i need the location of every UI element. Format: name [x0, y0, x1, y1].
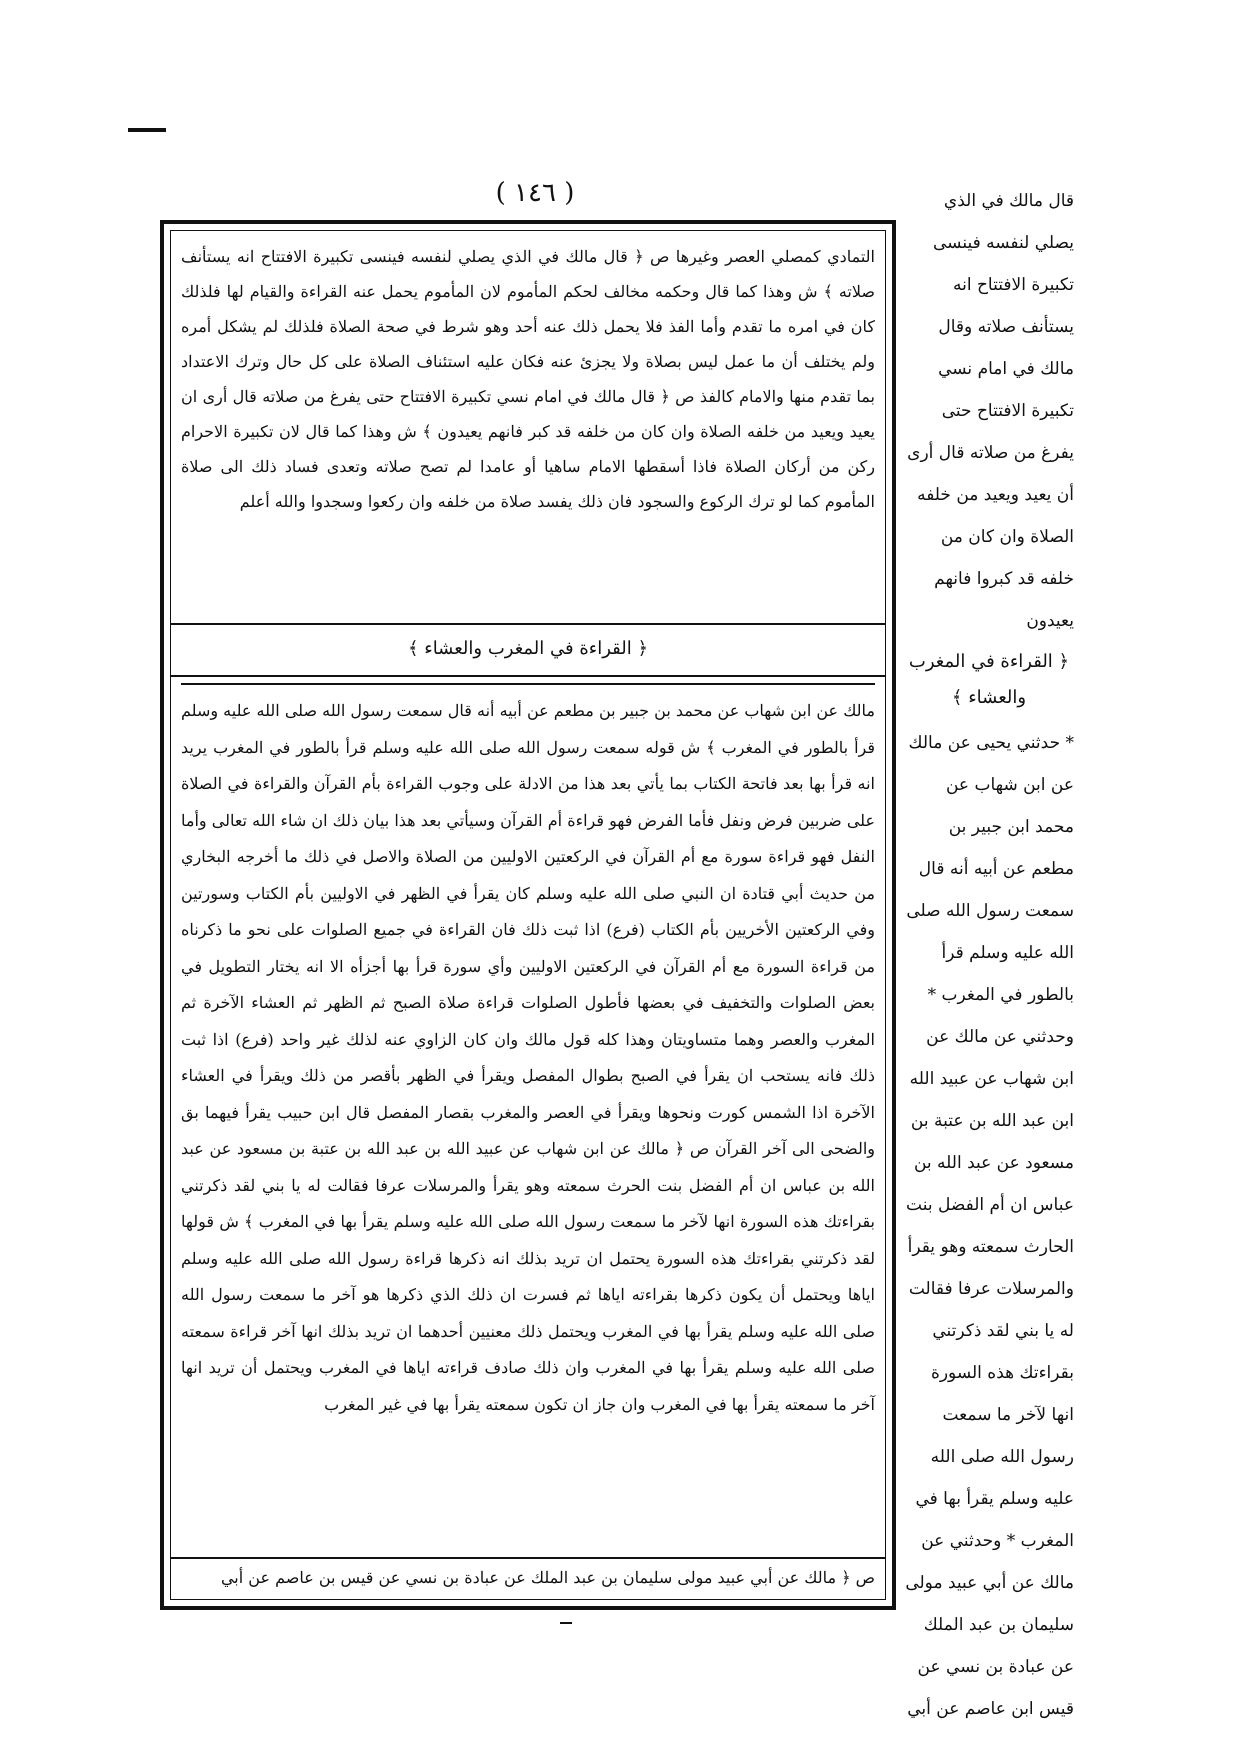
matn-side-column: [904, 180, 1074, 1719]
matn-section-heading: ﴿ القراءة في المغرب والعشاء ﴾: [908, 651, 1070, 708]
commentary-frame: [160, 220, 896, 1610]
matn-text-part-b: * حدثني يحيى عن مالك عن ابن شهاب عن محمد ابن جبير بن مطعم عن أبيه أنه قال سمعت رسول الله صلى الله عليه وسلم قرأ بالطور في المغرب * وحدثني عن مالك عن ابن شهاب عن عبيد الله ابن عبد الله بن عتبة بن مسعود عن عبد الله بن عباس ان أم الفضل بنت الحارث سمعته وهو يقرأ والمرسلات عرفا فقالت له يا بني لقد ذكرتني بقراءتك هذه السورة انها لآخر ما سمعت رسول الله صلى الله عليه وسلم يقرأ بها في المغرب * وحدثني عن مالك عن أبي عبيد مولى سليمان بن عبد الملك عن عبادة بن نسي عن قيس ابن عاصم عن أبي: [905, 733, 1074, 1719]
top-margin-mark: [128, 128, 166, 132]
section-divider: [181, 683, 875, 685]
footer-mark: [560, 1622, 572, 1624]
commentary-top-paragraph: التمادي كمصلي العصر وغيرها ص ﴿ قال مالك في الذي يصلي لنفسه فينسى تكبيرة الافتتاح انه يستأنف صلاته ﴾ ش وهذا كما قال وحكمه مخالف لحكم المأموم لان المأموم يحمل عنه القراءة والقيام لها فلذلك كان في امره ما تقدم وأما الفذ فلا يحمل ذلك عنه أحد وهو شرط في صحة الصلاة فلذلك لم يشكل أمره ولم يختلف أن ما عمل ليس بصلاة ولا يجزئ عنه فكان عليه استئناف الصلاة على كل حال وترك الاعتداد بما تقدم منها والامام كالفذ ص ﴿ قال مالك في امام نسي تكبيرة الافتتاح حتى يفرغ من صلاته قال أرى ان يعيد ويعيد من خلفه الصلاة وان كان من خلفه قد كبر فانهم يعيدون ﴾ ش وهذا كما قال لان تكبيرة الاحرام ركن من أركان الصلاة فاذا أسقطها الامام ساهيا أو عامدا لم تصح صلاته وتعدى فساد ذلك الى صلاة المأموم كما لو ترك الركوع والسجود فان ذلك يفسد صلاة من خلفه وان ركعوا وسجدوا والله أعلم: [181, 247, 876, 511]
page-number: ( ١٤٦ ): [495, 178, 575, 208]
section-title: ﴿ القراءة في المغرب والعشاء ﴾: [171, 623, 885, 677]
commentary-inner-frame: [170, 230, 886, 1600]
commentary-bottom-paragraph: مالك عن ابن شهاب عن محمد بن جبير بن مطعم عن أبيه أنه قال سمعت رسول الله صلى الله عليه وسلم قرأ بالطور في المغرب ﴾ ش قوله سمعت رسول الله صلى الله عليه وسلم قرأ بالطور في المغرب يريد انه قرأ بها بعد فاتحة الكتاب بما يأتي بعد هذا من الادلة على وجوب القراءة بأم القرآن والقراءة في الصلاة على ضربين فرض ونفل فأما الفرض فهو قراءة أم القرآن وسيأتي بعد هذا بيان ذلك ان شاء الله تعالى وأما النفل فهو قراءة سورة مع أم القرآن في الركعتين الاوليين من الصلاة والاصل في ذلك ما أخرجه البخاري من حديث أبي قتادة ان النبي صلى الله عليه وسلم كان يقرأ في الظهر في الاوليين بأم الكتاب وسورتين وفي الركعتين الأخريين بأم الكتاب (فرع) اذا ثبت ذلك فان القراءة في جميع الصلوات على نحو ما ذكرناه من قراءة السورة مع أم القرآن في الركعتين الاوليين وأي سورة قرأ بها أجزأه الا انه يختار التطويل في بعض الصلوات والتخفيف في بعضها فأطول الصلوات قراءة صلاة الصبح ثم الظهر ثم العشاء الآخرة ثم المغرب والعصر وهما متساويتان وهذا كله قول مالك وان كان الزاوي عنه لذلك غير واحد (فرع) اذا ثبت ذلك فانه يستحب ان يقرأ في الصبح بطوال المفصل ويقرأ في الظهر بأقصر من ذلك ويقرأ في العشاء الآخرة اذا الشمس كورت ونحوها ويقرأ في العصر والمغرب بقصار المفصل قال ابن حبيب يقرأ فيهما بق والضحى الى آخر القرآن ص ﴿ مالك عن ابن شهاب عن عبيد الله بن عبد الله بن عتبة بن مسعود عن عبد الله بن عباس ان أم الفضل بنت الحرث سمعته وهو يقرأ والمرسلات عرفا فقالت له يا بني لقد ذكرتني بقراءتك هذه السورة انها لآخر ما سمعت رسول الله صلى الله عليه وسلم يقرأ بها في المغرب ﴾ ش قولها لقد ذكرتني بقراءتك هذه السورة يحتمل ان تريد بذلك انه ذكرها قراءة رسول الله صلى الله عليه وسلم اياها ويحتمل أن يكون ذكرها بقراءته اياها ثم فسرت ان ذلك الذي ذكرها هو آخر ما سمعت رسول الله صلى الله عليه وسلم يقرأ بها في المغرب ويحتمل ذلك معنيين أحدهما ان تريد بذلك انها آخر قراءة سمعته صلى الله عليه وسلم يقرأ بها في المغرب وان ذلك صادف قراءته اياها في المغرب ويحتمل أن تريد انها آخر ما سمعته يقرأ بها في المغرب وان جاز ان تكون سمعته يقرأ بها في غير المغرب: [181, 701, 876, 1414]
matn-text-part-a: قال مالك في الذي يصلي لنفسه فينسى تكبيرة الافتتاح انه يستأنف صلاته وقال مالك في امام نسي تكبيرة الافتتاح حتى يفرغ من صلاته قال أرى أن يعيد ويعيد من خلفه الصلاة وان كان من خلفه قد كبروا فانهم يعيدون: [907, 191, 1074, 631]
commentary-last-line: ص ﴿ مالك عن أبي عبيد مولى سليمان بن عبد الملك عن عبادة بن نسي عن قيس بن عاصم عن أبي: [171, 1557, 885, 1599]
